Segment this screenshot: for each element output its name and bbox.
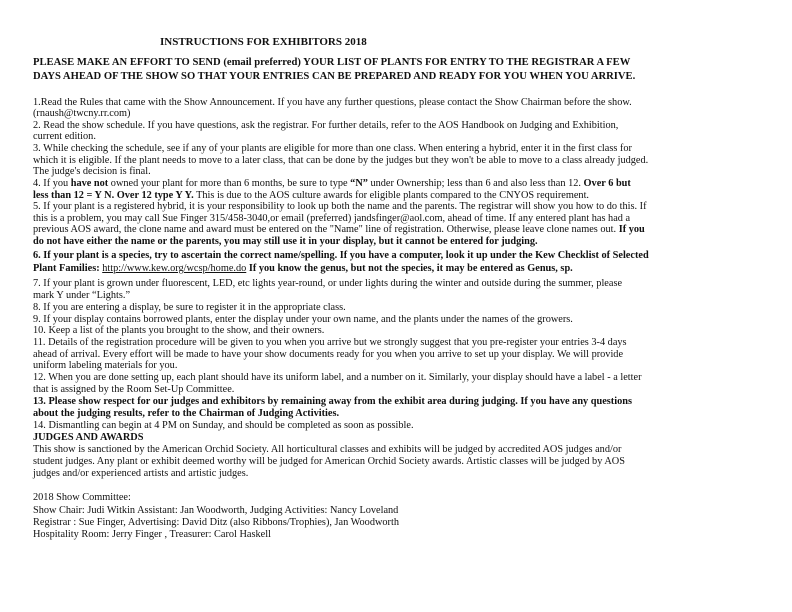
item-1-contact: (rnaush@twcny.rr.com): [33, 108, 131, 119]
item-3-line-3: The judge's decision is final.: [33, 166, 151, 177]
committee-heading: 2018 Show Committee:: [33, 492, 131, 503]
item-9: 9. If your display contains borrowed plants, enter the display under your own name, and the plants under the names of the growers.: [33, 314, 573, 325]
item-2-line-1: 2. Read the show schedule. If you have questions, ask the registrar. For further details, refer to the AOS Handbook on Judging and Exhibition,: [33, 120, 619, 131]
item-5-line-1: 5. If your plant is a registered hybrid, it is your responsibility to look up both the name and the parents. The registrar will show you how to do this. If: [33, 201, 647, 212]
judges-line-3: judges and/or experienced artists and artistic judges.: [33, 468, 249, 479]
item-12-line-1: 12. When you are done setting up, each plant should have its uniform label, and a number on it. Similarly, your display should have a label - a letter: [33, 372, 642, 383]
item-14: 14. Dismantling can begin at 4 PM on Sunday, and should be completed as soon as possible.: [33, 420, 414, 431]
item-4-line-2: [33, 190, 589, 202]
item-4-line-1: [33, 178, 631, 190]
item-4-text-e: under Ownership; less than 6 and also less than 12.: [367, 178, 584, 189]
item-6-plant-families: Plant Families:: [33, 263, 103, 274]
item-5-line-3: [33, 224, 645, 236]
item-5-if-you: If you: [618, 224, 645, 235]
item-5-line-4: do not have either the name or the parents, you may still use it in your display, but it cannot be entered for judging.: [33, 236, 538, 247]
item-4-text-a: 4. If you: [33, 178, 71, 189]
item-1-line-1: 1.Read the Rules that came with the Show Announcement. If you have any further questions, please contact the Show Chairman before the show.: [33, 97, 632, 108]
item-8: 8. If you are entering a display, be sure to register it in the appropriate class.: [33, 302, 346, 313]
committee-line-3: Hospitality Room: Jerry Finger , Treasurer: Carol Haskell: [33, 529, 271, 540]
item-4-have-not: have not: [70, 178, 109, 189]
item-3-line-1: 3. While checking the schedule, see if any of your plants are eligible for more than one class. When entering a hybrid, enter it in the first class for: [33, 143, 632, 154]
item-5-text: previous AOS award, the clone name and award must be entered on the "Name" line of registration. Otherwise, please leave clone names out.: [33, 224, 619, 235]
item-4-rule: less than 12 = Y N. Over 12 type Y Y.: [33, 190, 194, 201]
committee-line-2: Registrar : Sue Finger, Advertising: David Ditz (also Ribbons/Trophies), Jan Woodworth: [33, 517, 399, 528]
document-title: INSTRUCTIONS FOR EXHIBITORS 2018: [160, 36, 367, 48]
judges-line-1: This show is sanctioned by the American Orchid Society. All horticultural classes and exhibits will be judged by accredited AOS judges and/or: [33, 444, 622, 455]
kew-checklist-link[interactable]: http://www.kew.org/wcsp/home.do: [102, 263, 247, 274]
item-12-line-2: that is assigned by the Room Set-Up Committee.: [33, 384, 235, 395]
item-4-n-mark: “N”: [350, 178, 368, 189]
item-11-line-2: ahead of arrival. Every effort will be made to have your show documents ready for you when you arrive to set up your display. We will provide: [33, 349, 624, 360]
item-6-genus-note: If you know the genus, but not the species, it may be entered as Genus, sp.: [246, 263, 573, 274]
item-3-line-2: which it is eligible. If the plant needs to move to a later class, that can be done by the judges but they won't be able to move to a class already judged.: [33, 155, 649, 166]
item-2-line-2: current edition.: [33, 131, 96, 142]
item-6-line-1: 6. If your plant is a species, try to ascertain the correct name/spelling. If you have a computer, look it up under the Kew Checklist of Selected: [33, 250, 649, 261]
item-13-line-2: about the judging results, refer to the Chairman of Judging Activities.: [33, 408, 340, 419]
item-4-text-h: This is due to the AOS culture awards for eligible plants compared to the CNYOS requirement.: [193, 190, 590, 201]
item-4-text-c: owned your plant for more than 6 months, be sure to type: [108, 178, 351, 189]
item-7-line-2: mark Y under “Lights.”: [33, 290, 131, 301]
item-7-line-1: 7. If your plant is grown under fluorescent, LED, etc lights year-round, or under lights during the winter and outside during the summer, please: [33, 278, 623, 289]
item-6-line-2: [33, 263, 573, 275]
item-10: 10. Keep a list of the plants you brought to the show, and their owners.: [33, 325, 325, 336]
notice-line-1: PLEASE MAKE AN EFFORT TO SEND (email preferred) YOUR LIST OF PLANTS FOR ENTRY TO THE REGISTRAR A FEW: [33, 57, 631, 68]
committee-line-1: Show Chair: Judi Witkin Assistant: Jan Woodworth, Judging Activities: Nancy Loveland: [33, 505, 399, 516]
item-11-line-3: uniform labeling materials for you.: [33, 360, 178, 371]
item-4-over-6: Over 6 but: [583, 178, 631, 189]
item-5-line-2: this is a problem, you may call Sue Finger 315/458-3040,or email (preferred) jandsfinger@aol.com, ahead of time. If any entered plant has had a: [33, 213, 631, 224]
notice-line-2: DAYS AHEAD OF THE SHOW SO THAT YOUR ENTRIES CAN BE PREPARED AND READY FOR YOU WHEN YOU ARRIVE.: [33, 71, 636, 82]
item-13-line-1: 13. Please show respect for our judges and exhibitors by remaining away from the exhibit area during judging. If you have any questions: [33, 396, 632, 407]
judges-heading: JUDGES AND AWARDS: [33, 432, 144, 443]
judges-line-2: student judges. Any plant or exhibit deemed worthy will be judged for American Orchid Society awards. Artistic classes will be judged by AOS: [33, 456, 625, 467]
item-11-line-1: 11. Details of the registration procedure will be given to you when you arrive but we strongly suggest that you pre-register your entries 3-4 days: [33, 337, 627, 348]
